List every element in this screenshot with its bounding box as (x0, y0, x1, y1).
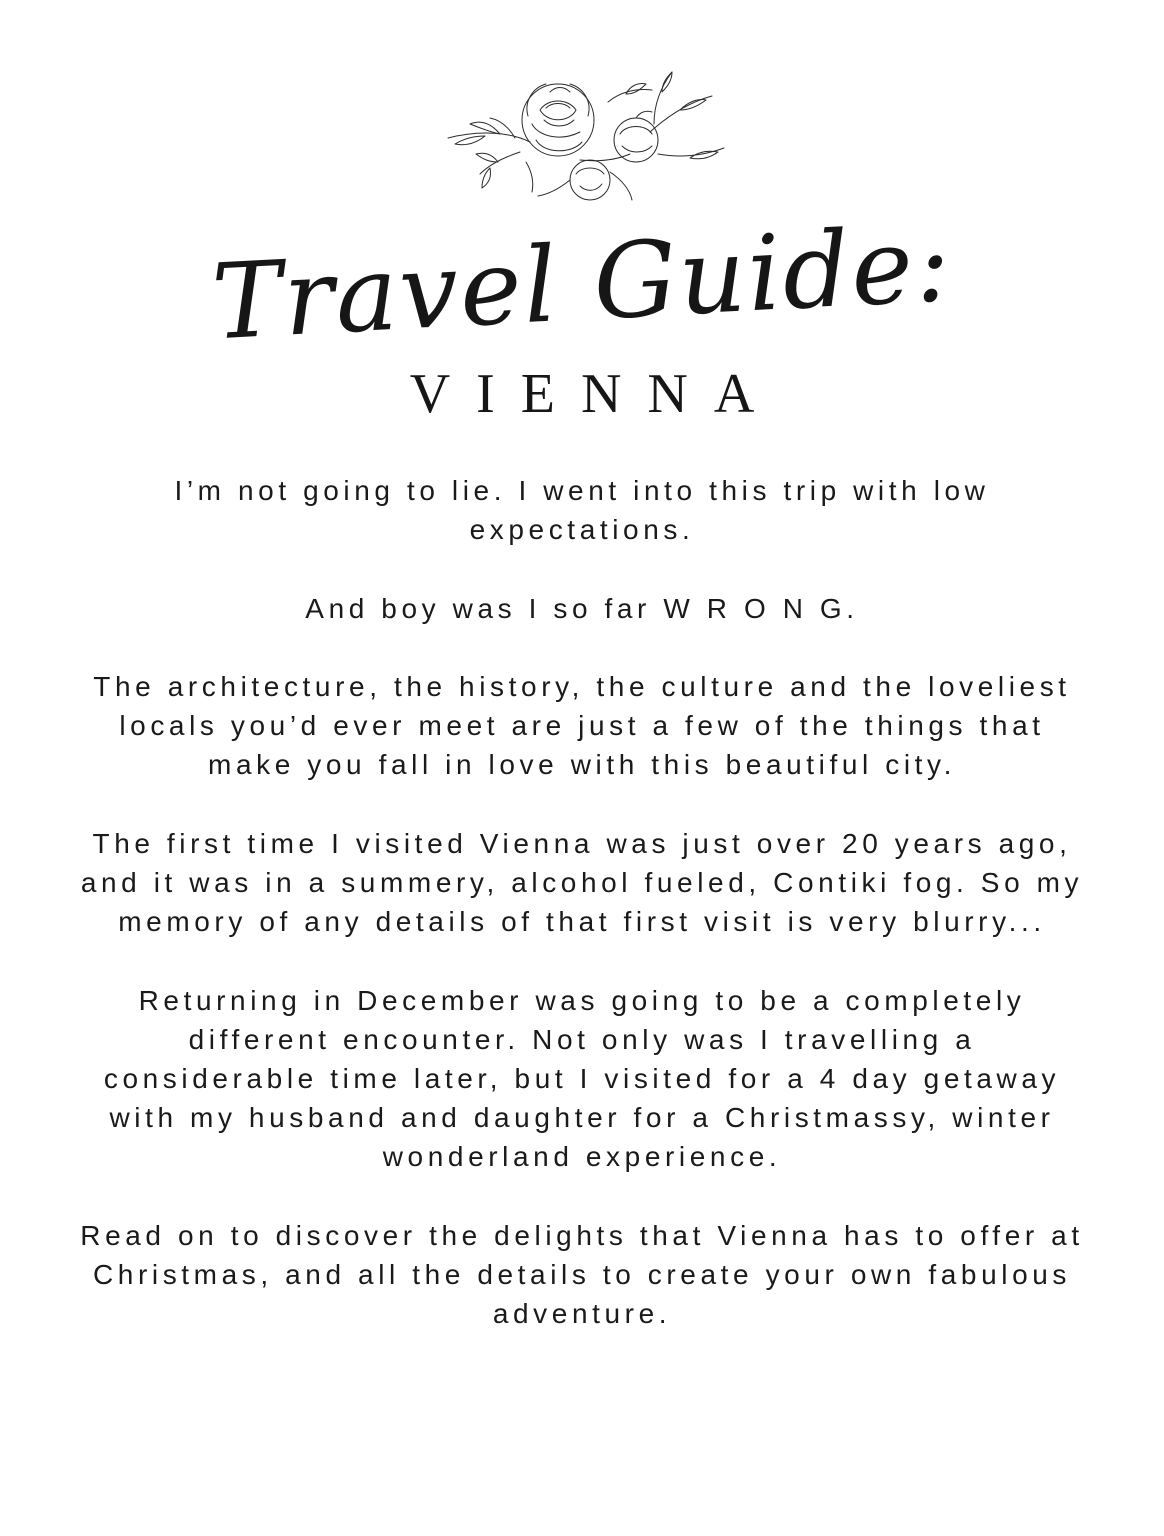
paragraph: I’m not going to lie. I went into this trip with low expectations. (174, 475, 990, 546)
paragraph: And boy was I so far W R O N G. (305, 592, 859, 624)
paragraph: Read on to discover the delights that Vienna has to offer at Christmas, and all the details to create your own fabulous adventure. (80, 1219, 1084, 1330)
script-title: Travel Guide: (209, 202, 955, 364)
peony-floral-icon (440, 62, 730, 212)
city-title: VIENNA (409, 363, 781, 425)
body-text (80, 471, 1084, 1373)
paragraph: Returning in December was going to be a completely different encounter. Not only was I travelling a considerable time later, but I visited for a 4 day getaway with my husband and daughter for a Christmassy, winter wonderland experience. (103, 984, 1061, 1173)
paragraph: The first time I visited Vienna was just over 20 years ago, and it was in a summery, alcohol fueled, Contiki fog. So my memory of any details of that first visit is very blurry... (80, 827, 1084, 938)
paragraph: The architecture, the history, the culture and the loveliest locals you’d ever meet are just a few of the things that make you fall in love with this beautiful city. (93, 670, 1071, 781)
